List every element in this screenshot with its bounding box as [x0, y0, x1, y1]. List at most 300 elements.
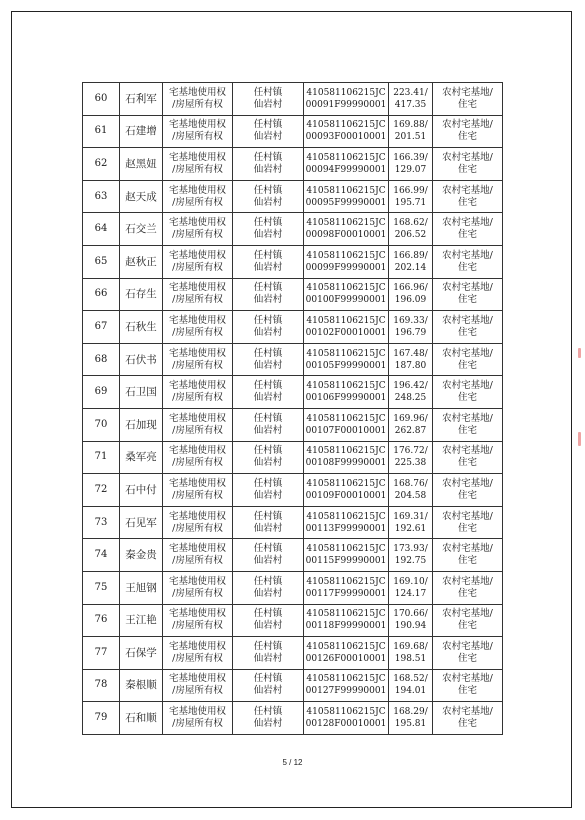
owner-name-cell: 秦根顺 [120, 669, 163, 702]
row-number-cell: 76 [83, 604, 120, 637]
land-use-cell [433, 213, 503, 246]
land-use-line: 农村宅基地/ [442, 673, 493, 685]
row-number-cell: 70 [83, 408, 120, 441]
location-line: 仙岩村 [253, 457, 283, 469]
owner-name-cell: 石建增 [120, 115, 163, 148]
unit-code-cell [304, 343, 389, 376]
unit-code-cell [304, 571, 389, 604]
row-number-cell: 66 [83, 278, 120, 311]
row-number-cell: 64 [83, 213, 120, 246]
right-type-line: 宅基地使用权 [168, 86, 226, 98]
area-values-line: 129.07 [394, 164, 427, 175]
location-cell [233, 148, 304, 181]
land-use-line: 农村宅基地/ [442, 412, 493, 424]
area-values-line: 170.66/ [393, 609, 428, 620]
location-cell [233, 213, 304, 246]
right-type-line: 宅基地使用权 [168, 184, 226, 196]
row-number-cell: 73 [83, 506, 120, 539]
unit-code-cell [304, 213, 389, 246]
land-use-line: 住宅 [457, 652, 477, 664]
right-type-cell [163, 180, 233, 213]
land-use-line: 住宅 [457, 555, 477, 567]
area-values-cell [389, 506, 433, 539]
area-values-cell [389, 637, 433, 670]
area-values-cell [389, 441, 433, 474]
location-line: 任村镇 [253, 282, 283, 294]
row-number-cell: 71 [83, 441, 120, 474]
area-values-line: 194.01 [394, 686, 427, 697]
land-use-line: 住宅 [457, 294, 477, 306]
unit-code-line: 410581106215JC [306, 609, 386, 620]
location-line: 任村镇 [253, 510, 283, 522]
land-use-cell [433, 702, 503, 735]
location-line: 任村镇 [253, 86, 283, 98]
location-cell [233, 343, 304, 376]
unit-code-line: 00098F00010001 [305, 230, 387, 241]
area-values-line: 169.96/ [393, 413, 428, 424]
location-line: 仙岩村 [253, 294, 283, 306]
location-line: 仙岩村 [253, 163, 283, 175]
unit-code-line: 410581106215JC [306, 511, 386, 522]
table-row [83, 637, 503, 670]
owner-name-cell: 石存生 [120, 278, 163, 311]
land-use-cell [433, 148, 503, 181]
owner-name-cell: 石和顺 [120, 702, 163, 735]
unit-code-line: 00108F99990001 [305, 458, 387, 469]
land-use-cell [433, 245, 503, 278]
location-line: 任村镇 [253, 706, 283, 718]
right-type-cell [163, 571, 233, 604]
unit-code-line: 00100F99990001 [305, 295, 387, 306]
area-values-line: 169.33/ [393, 315, 428, 326]
unit-code-line: 410581106215JC [306, 707, 386, 718]
land-use-line: 农村宅基地/ [442, 151, 493, 163]
area-values-line: 262.87 [394, 425, 427, 436]
unit-code-line: 00094F99990001 [305, 164, 387, 175]
location-cell [233, 278, 304, 311]
unit-code-line: 00115F99990001 [305, 556, 387, 567]
row-number-cell: 65 [83, 245, 120, 278]
owner-name-cell: 石加现 [120, 408, 163, 441]
location-cell [233, 506, 304, 539]
area-values-line: 202.14 [394, 262, 427, 273]
location-line: 仙岩村 [253, 522, 283, 534]
location-line: 仙岩村 [253, 555, 283, 567]
unit-code-line: 00091F99990001 [305, 99, 387, 110]
unit-code-cell [304, 539, 389, 572]
unit-code-cell [304, 83, 389, 116]
location-cell [233, 245, 304, 278]
unit-code-cell [304, 278, 389, 311]
area-values-line: 168.76/ [393, 478, 428, 489]
right-type-line: /房屋所有权 [172, 392, 223, 404]
unit-code-cell [304, 180, 389, 213]
right-type-cell [163, 311, 233, 344]
row-number-cell: 60 [83, 83, 120, 116]
right-type-line: 宅基地使用权 [168, 314, 226, 326]
row-number-cell: 69 [83, 376, 120, 409]
land-use-line: 住宅 [457, 522, 477, 534]
table-row [83, 474, 503, 507]
owner-name-cell: 石中付 [120, 474, 163, 507]
land-use-cell [433, 343, 503, 376]
land-use-line: 住宅 [457, 359, 477, 371]
unit-code-line: 00102F00010001 [305, 327, 387, 338]
owner-name-cell: 秦金贵 [120, 539, 163, 572]
land-use-line: 住宅 [457, 229, 477, 241]
area-values-line: 176.72/ [393, 446, 428, 457]
unit-code-cell [304, 408, 389, 441]
right-type-line: /房屋所有权 [172, 163, 223, 175]
right-type-line: 宅基地使用权 [168, 706, 226, 718]
location-cell [233, 83, 304, 116]
owner-name-cell: 石伏书 [120, 343, 163, 376]
right-type-cell [163, 539, 233, 572]
land-use-cell [433, 474, 503, 507]
right-type-cell [163, 343, 233, 376]
area-values-cell [389, 148, 433, 181]
area-values-line: 169.68/ [393, 641, 428, 652]
land-use-line: 农村宅基地/ [442, 706, 493, 718]
land-use-cell [433, 278, 503, 311]
land-use-line: 住宅 [457, 392, 477, 404]
right-type-cell [163, 245, 233, 278]
right-type-line: 宅基地使用权 [168, 543, 226, 555]
table-row [83, 213, 503, 246]
unit-code-line: 410581106215JC [306, 478, 386, 489]
right-type-line: 宅基地使用权 [168, 380, 226, 392]
location-line: 任村镇 [253, 380, 283, 392]
unit-code-cell [304, 604, 389, 637]
area-values-line: 169.31/ [393, 511, 428, 522]
area-values-line: 166.39/ [393, 152, 428, 163]
unit-code-line: 410581106215JC [306, 674, 386, 685]
area-values-line: 190.94 [394, 621, 427, 632]
area-values-cell [389, 571, 433, 604]
location-line: 仙岩村 [253, 685, 283, 697]
table-row [83, 571, 503, 604]
right-type-line: /房屋所有权 [172, 718, 223, 730]
right-type-line: /房屋所有权 [172, 424, 223, 436]
land-use-line: 农村宅基地/ [442, 543, 493, 555]
area-values-cell [389, 180, 433, 213]
location-line: 仙岩村 [253, 718, 283, 730]
row-number-cell: 74 [83, 539, 120, 572]
unit-code-line: 410581106215JC [306, 446, 386, 457]
land-use-line: 农村宅基地/ [442, 575, 493, 587]
location-cell [233, 441, 304, 474]
land-use-line: 住宅 [457, 587, 477, 599]
unit-code-line: 410581106215JC [306, 87, 386, 98]
location-line: 任村镇 [253, 119, 283, 131]
location-line: 仙岩村 [253, 587, 283, 599]
location-cell [233, 474, 304, 507]
area-values-cell [389, 311, 433, 344]
unit-code-line: 00106F99990001 [305, 393, 387, 404]
unit-code-line: 00127F99990001 [305, 686, 387, 697]
right-type-line: 宅基地使用权 [168, 217, 226, 229]
unit-code-line: 410581106215JC [306, 381, 386, 392]
unit-code-line: 00117F99990001 [305, 588, 387, 599]
location-line: 任村镇 [253, 184, 283, 196]
right-type-cell [163, 506, 233, 539]
location-line: 任村镇 [253, 608, 283, 620]
land-use-line: 农村宅基地/ [442, 249, 493, 261]
location-cell [233, 571, 304, 604]
row-number-cell: 75 [83, 571, 120, 604]
table-row [83, 115, 503, 148]
land-use-line: 住宅 [457, 196, 477, 208]
land-use-line: 农村宅基地/ [442, 282, 493, 294]
unit-code-line: 410581106215JC [306, 315, 386, 326]
unit-code-line: 00128F00010001 [305, 719, 387, 730]
right-type-cell [163, 702, 233, 735]
right-type-line: /房屋所有权 [172, 457, 223, 469]
land-use-cell [433, 311, 503, 344]
page-number: 5 / 12 [282, 758, 303, 767]
unit-code-line: 00093F00010001 [305, 132, 387, 143]
location-cell [233, 604, 304, 637]
location-line: 任村镇 [253, 673, 283, 685]
area-values-line: 166.99/ [393, 185, 428, 196]
owner-name-cell: 石卫国 [120, 376, 163, 409]
location-line: 仙岩村 [253, 131, 283, 143]
land-use-line: 住宅 [457, 620, 477, 632]
land-use-line: 农村宅基地/ [442, 477, 493, 489]
area-values-line: 169.10/ [393, 576, 428, 587]
right-type-line: 宅基地使用权 [168, 249, 226, 261]
right-type-cell [163, 376, 233, 409]
right-type-cell [163, 637, 233, 670]
area-values-cell [389, 278, 433, 311]
land-use-line: 住宅 [457, 131, 477, 143]
area-values-cell [389, 539, 433, 572]
unit-code-cell [304, 441, 389, 474]
unit-code-cell [304, 245, 389, 278]
owner-name-cell: 赵秋正 [120, 245, 163, 278]
right-type-line: 宅基地使用权 [168, 151, 226, 163]
area-values-line: 204.58 [394, 490, 427, 501]
unit-code-cell [304, 474, 389, 507]
land-use-line: 农村宅基地/ [442, 184, 493, 196]
right-type-line: 宅基地使用权 [168, 477, 226, 489]
table-row [83, 148, 503, 181]
location-line: 任村镇 [253, 575, 283, 587]
right-type-cell [163, 83, 233, 116]
right-type-line: 宅基地使用权 [168, 445, 226, 457]
location-cell [233, 702, 304, 735]
right-type-line: 宅基地使用权 [168, 673, 226, 685]
unit-code-cell [304, 311, 389, 344]
area-values-cell [389, 343, 433, 376]
unit-code-line: 410581106215JC [306, 348, 386, 359]
land-use-line: 农村宅基地/ [442, 380, 493, 392]
location-line: 任村镇 [253, 217, 283, 229]
unit-code-line: 410581106215JC [306, 576, 386, 587]
area-values-cell [389, 604, 433, 637]
location-line: 仙岩村 [253, 424, 283, 436]
right-type-line: /房屋所有权 [172, 522, 223, 534]
row-number-cell: 79 [83, 702, 120, 735]
area-values-line: 417.35 [394, 99, 427, 110]
area-values-line: 195.81 [394, 719, 427, 730]
location-line: 仙岩村 [253, 196, 283, 208]
unit-code-line: 00107F00010001 [305, 425, 387, 436]
land-use-line: 农村宅基地/ [442, 314, 493, 326]
area-values-line: 169.88/ [393, 120, 428, 131]
unit-code-cell [304, 702, 389, 735]
right-type-line: 宅基地使用权 [168, 347, 226, 359]
land-use-line: 住宅 [457, 457, 477, 469]
area-values-line: 248.25 [394, 393, 427, 404]
right-type-line: 宅基地使用权 [168, 412, 226, 424]
land-use-cell [433, 408, 503, 441]
area-values-line: 173.93/ [393, 544, 428, 555]
table-row [83, 506, 503, 539]
area-values-line: 168.52/ [393, 674, 428, 685]
location-cell [233, 115, 304, 148]
owner-name-cell: 王旭钢 [120, 571, 163, 604]
location-line: 仙岩村 [253, 98, 283, 110]
land-use-cell [433, 441, 503, 474]
table-row [83, 408, 503, 441]
location-cell [233, 376, 304, 409]
land-use-line: 住宅 [457, 718, 477, 730]
location-cell [233, 637, 304, 670]
unit-code-line: 410581106215JC [306, 250, 386, 261]
land-use-cell [433, 180, 503, 213]
row-number-cell: 63 [83, 180, 120, 213]
right-type-line: /房屋所有权 [172, 326, 223, 338]
row-number-cell: 68 [83, 343, 120, 376]
right-type-cell [163, 278, 233, 311]
location-line: 仙岩村 [253, 392, 283, 404]
unit-code-cell [304, 637, 389, 670]
land-use-line: 住宅 [457, 326, 477, 338]
land-use-line: 农村宅基地/ [442, 86, 493, 98]
right-type-line: /房屋所有权 [172, 359, 223, 371]
table-row [83, 441, 503, 474]
row-number-cell: 72 [83, 474, 120, 507]
unit-code-line: 410581106215JC [306, 544, 386, 555]
location-line: 仙岩村 [253, 261, 283, 273]
red-stamp-edge [578, 432, 581, 446]
right-type-line: /房屋所有权 [172, 131, 223, 143]
area-values-cell [389, 83, 433, 116]
unit-code-line: 00099F99990001 [305, 262, 387, 273]
row-number-cell: 77 [83, 637, 120, 670]
table-row [83, 245, 503, 278]
right-type-line: /房屋所有权 [172, 229, 223, 241]
land-use-line: 住宅 [457, 489, 477, 501]
owner-name-cell: 石秋生 [120, 311, 163, 344]
area-values-line: 187.80 [394, 360, 427, 371]
land-use-line: 住宅 [457, 98, 477, 110]
area-values-line: 201.51 [394, 132, 427, 143]
owner-name-cell: 石交兰 [120, 213, 163, 246]
right-type-line: /房屋所有权 [172, 294, 223, 306]
owner-name-cell: 王江艳 [120, 604, 163, 637]
right-type-line: /房屋所有权 [172, 652, 223, 664]
location-cell [233, 180, 304, 213]
table-row [83, 343, 503, 376]
land-use-line: 农村宅基地/ [442, 217, 493, 229]
area-values-cell [389, 669, 433, 702]
land-use-cell [433, 506, 503, 539]
area-values-line: 196.79 [394, 327, 427, 338]
land-use-cell [433, 669, 503, 702]
unit-code-cell [304, 376, 389, 409]
location-cell [233, 311, 304, 344]
area-values-cell [389, 245, 433, 278]
table-row [83, 376, 503, 409]
area-values-cell [389, 408, 433, 441]
land-use-cell [433, 539, 503, 572]
right-type-line: /房屋所有权 [172, 685, 223, 697]
location-line: 任村镇 [253, 412, 283, 424]
location-line: 仙岩村 [253, 359, 283, 371]
location-line: 任村镇 [253, 543, 283, 555]
area-values-line: 166.96/ [393, 283, 428, 294]
right-type-line: /房屋所有权 [172, 261, 223, 273]
area-values-line: 206.52 [394, 230, 427, 241]
right-type-line: 宅基地使用权 [168, 510, 226, 522]
area-values-line: 196.42/ [393, 381, 428, 392]
land-use-line: 农村宅基地/ [442, 119, 493, 131]
location-cell [233, 408, 304, 441]
right-type-line: 宅基地使用权 [168, 640, 226, 652]
area-values-line: 198.51 [394, 653, 427, 664]
area-values-line: 195.71 [394, 197, 427, 208]
unit-code-line: 410581106215JC [306, 413, 386, 424]
unit-code-line: 410581106215JC [306, 120, 386, 131]
land-use-line: 农村宅基地/ [442, 640, 493, 652]
area-values-cell [389, 213, 433, 246]
unit-code-cell [304, 669, 389, 702]
location-line: 仙岩村 [253, 620, 283, 632]
table-row [83, 311, 503, 344]
location-cell [233, 539, 304, 572]
area-values-line: 196.09 [394, 295, 427, 306]
land-use-line: 农村宅基地/ [442, 510, 493, 522]
land-use-line: 农村宅基地/ [442, 608, 493, 620]
right-type-line: 宅基地使用权 [168, 119, 226, 131]
location-line: 任村镇 [253, 249, 283, 261]
unit-code-line: 00109F00010001 [305, 490, 387, 501]
unit-code-cell [304, 506, 389, 539]
area-values-cell [389, 702, 433, 735]
right-type-line: 宅基地使用权 [168, 282, 226, 294]
row-number-cell: 62 [83, 148, 120, 181]
right-type-line: 宅基地使用权 [168, 608, 226, 620]
location-line: 任村镇 [253, 314, 283, 326]
table-row [83, 539, 503, 572]
right-type-cell [163, 115, 233, 148]
land-use-line: 农村宅基地/ [442, 445, 493, 457]
land-use-line: 住宅 [457, 685, 477, 697]
unit-code-line: 410581106215JC [306, 641, 386, 652]
right-type-line: /房屋所有权 [172, 489, 223, 501]
right-type-line: /房屋所有权 [172, 620, 223, 632]
right-type-line: 宅基地使用权 [168, 575, 226, 587]
area-values-line: 167.48/ [393, 348, 428, 359]
row-number-cell: 61 [83, 115, 120, 148]
location-line: 任村镇 [253, 640, 283, 652]
area-values-line: 168.62/ [393, 218, 428, 229]
land-use-line: 住宅 [457, 261, 477, 273]
location-line: 仙岩村 [253, 229, 283, 241]
owner-name-cell: 赵天成 [120, 180, 163, 213]
